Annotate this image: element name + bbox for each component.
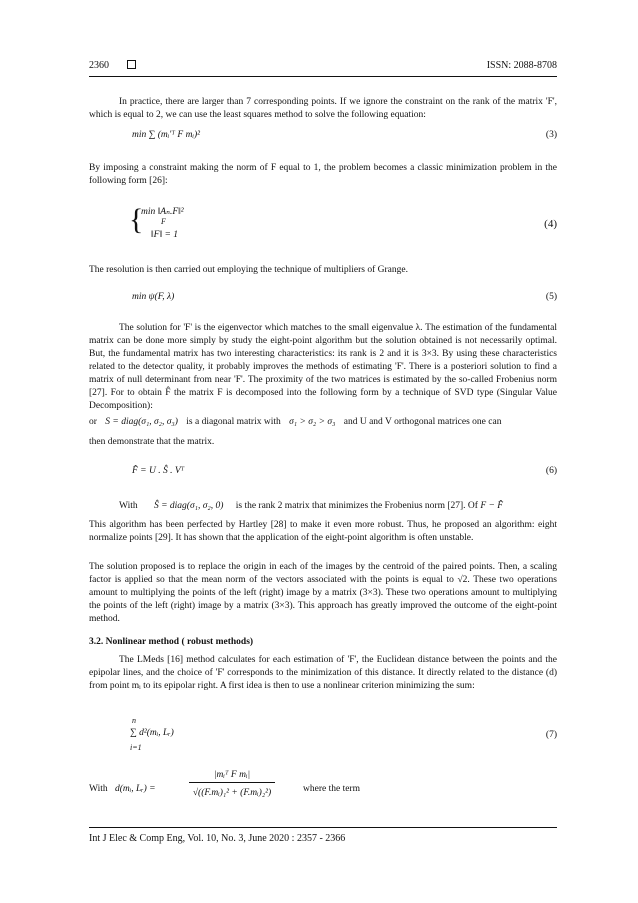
distance-lhs: d(mᵢ, Lᵣ) = <box>115 784 156 794</box>
s-hat-expression: Ŝ = diag(σ₁, σ₂, 0) <box>154 501 224 511</box>
distance-definition <box>89 768 557 812</box>
header-left <box>89 60 136 71</box>
equation-4-line-2: ‖F‖ = 1 <box>151 230 179 240</box>
sigma-order-expression: σ₁ > σ₂ > σ₃ <box>289 417 336 427</box>
equation-3-body: min ∑ (mᵢ′ᵀ F mᵢ)² <box>132 130 200 140</box>
equation-4-subscript: F <box>161 217 166 226</box>
paragraph-3: The resolution is then carried out employing the technique of multipliers of Grange. <box>89 265 408 275</box>
text-with: With <box>119 501 138 511</box>
equation-7 <box>89 716 557 760</box>
header-rule <box>89 76 557 77</box>
distance-numerator: |mᵢᵀ F mᵢ| <box>189 770 275 783</box>
equation-7-lower: i=1 <box>130 743 142 752</box>
equation-5-number: (5) <box>545 292 557 302</box>
paragraph-1: In practice, there are larger than 7 corresponding points. If we ignore the constraint on the rank of the matrix 'F', which is equal to 2, we can use the least squares method to solve the following equation: <box>89 97 557 120</box>
header-issn: ISSN: 2088-8708 <box>486 60 557 71</box>
paragraph-4-tail: then demonstrate that the matrix. <box>89 437 215 447</box>
f-diff-expression: F − F̂ <box>480 501 504 511</box>
equation-3-number: (3) <box>545 130 557 140</box>
s-diag-expression: S = diag(σ₁, σ₂, σ₃) <box>105 417 178 427</box>
paragraph-4-svd-line <box>89 416 557 429</box>
equation-4 <box>89 200 557 248</box>
brace-icon: { <box>129 203 144 236</box>
paragraph-7: The solution proposed is to replace the origin in each of the images by the centroid of the paired points. Then, a scaling factor is applied so that the mean norm of the vectors associated with the points is equal to √2. These two operations amount to multiplying the points of the left (right) image by a matrix (3×3). These two operations amount to multiplying the points of the left (right) image by a matrix (3×3). This approach has greatly improved the outcome of the eight-point method. <box>89 562 557 624</box>
distance-denominator: √((F.mᵢ)₁² + (F.mᵢ)₂²) <box>192 788 272 798</box>
equation-5-body: min ψ(F, λ) <box>132 292 175 302</box>
footer-citation: Int J Elec & Comp Eng, Vol. 10, No. 3, June 2020 : 2357 - 2366 <box>89 833 346 844</box>
square-icon <box>127 60 136 69</box>
equation-7-body: ∑ d²(mᵢ, Lᵣ) <box>130 728 174 738</box>
footer-rule <box>89 827 557 828</box>
text-or: or <box>89 417 97 427</box>
page-number: 2360 <box>89 60 109 71</box>
text-where-the-term: where the term <box>303 784 360 794</box>
equation-4-number: (4) <box>544 218 557 230</box>
equation-6-body: F̂ = U . Ŝ . Vᵀ <box>132 466 185 476</box>
section-title: 3.2. Nonlinear method ( robust methods) <box>89 637 254 647</box>
paragraph-2: By imposing a constraint making the norm of F equal to 1, the problem becomes a classic minimization problem in the following form [26]: <box>89 163 557 186</box>
equation-6-number: (6) <box>545 466 557 476</box>
paragraph-8: The LMeds [16] method calculates for each estimation of 'F', the Euclidean distance between the points and the epipolar lines, and the choice of 'F' corresponds to the minimization of this distance. It directly related to the distance (d) from point mᵢ to its epipolar right. A first idea is then to use a nonlinear criterion minimizing the sum: <box>89 655 557 691</box>
paragraph-4: The solution for 'F' is the eigenvector which matches to the small eigenvalue λ. The estimation of the fundamental matrix can be done more simply by study the eight-point algorithm but the solution obtained is not necessarily optimal. But, the fundamental matrix has two interesting characteristics: its rank is 2 and it is 3×3. By using these characteristics related to the detector quality, it probably improves the methods of estimating 'F'. There is a posteriori solution to find a matrix of null determinant from near 'F'. The proximity of the two matrices is estimated by the so-called Frobenius norm [27]. For to obtain F̂ the matrix F is decomposed into the following form by a technique of SVD type (Singular Value Decomposition): <box>89 323 557 411</box>
text-rank-2: is the rank 2 matrix that minimizes the Frobenius norm [27]. Of <box>235 501 478 511</box>
paragraph-5 <box>89 500 557 513</box>
text-diagonal: is a diagonal matrix with <box>186 417 281 427</box>
paragraph-6: This algorithm has been perfected by Hartley [28] to make it even more robust. Thus, he proposed an algorithm: eight normalize points [29]. It has shown that the application of the eight-point algorithm is often unstable. <box>89 520 557 543</box>
text-with-2: With <box>89 784 108 794</box>
equation-4-line-1: min ‖Aₙ.F‖² <box>141 207 184 217</box>
equation-7-upper: n <box>132 716 136 725</box>
text-orthogonal: and U and V orthogonal matrices one can <box>343 417 502 427</box>
equation-7-number: (7) <box>545 730 557 740</box>
